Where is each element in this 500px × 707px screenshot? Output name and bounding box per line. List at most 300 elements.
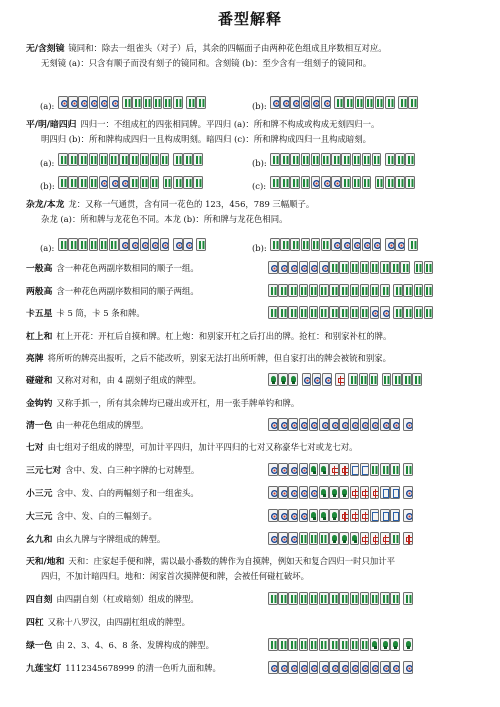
- desc-jiulian: 1112345678999 的清一色听九面和牌。: [65, 663, 221, 673]
- bamboo-tile-icon: [390, 592, 400, 605]
- bamboo-tile-icon: [288, 592, 298, 605]
- desc-sanyuan7: 含中、发、白三种字牌的七对牌型。: [65, 465, 200, 475]
- entry-liangpai: [26, 352, 480, 367]
- bamboo-tile-icon: [311, 238, 321, 251]
- dots-tile-icon: [309, 486, 319, 499]
- desc-dasan: 含中、发、白的三幅刻子。: [56, 511, 157, 521]
- dots-tile-icon: [395, 238, 405, 251]
- dots-tile-icon: [78, 96, 88, 109]
- entry-zalong: [26, 198, 480, 226]
- bamboo-tile-icon: [299, 592, 309, 605]
- bamboo-tile-icon: [89, 176, 99, 189]
- desc-sizimo: 由四副自刻（杠或暗刻）组成的牌型。: [56, 594, 199, 604]
- bamboo-tile-icon: [278, 638, 288, 651]
- green-dragon-tile-icon: [329, 486, 339, 499]
- desc-lvyise: 由 2、3、4、6、8 条、发牌构成的牌型。: [56, 640, 214, 650]
- green-dragon-tile-icon: [319, 463, 329, 476]
- bamboo-tile-icon: [370, 592, 380, 605]
- dots-tile-icon: [301, 96, 311, 109]
- label-c: (c):: [252, 181, 267, 191]
- bamboo-tile-icon: [299, 532, 309, 545]
- tiles-wuhan-a: [58, 96, 207, 109]
- bamboo-tile-icon: [341, 176, 351, 189]
- bamboo-tile-icon: [403, 284, 413, 297]
- dots-tile-icon: [329, 661, 339, 674]
- bamboo-tile-icon: [268, 638, 278, 651]
- bamboo-tile-icon: [414, 284, 424, 297]
- bamboo-tile-icon: [58, 153, 68, 166]
- tiles-ping-b2: [58, 176, 204, 189]
- bamboo-tile-icon: [385, 96, 395, 109]
- red-dragon-tile-icon: [370, 532, 380, 545]
- dots-tile-icon: [278, 261, 288, 274]
- tiles-sanyuan7: [268, 463, 414, 476]
- bamboo-tile-icon: [393, 284, 403, 297]
- bamboo-tile-icon: [390, 532, 400, 545]
- bamboo-tile-icon: [268, 284, 278, 297]
- dots-tile-icon: [160, 238, 170, 251]
- dots-tile-icon: [380, 306, 390, 319]
- dots-tile-icon: [331, 238, 341, 251]
- red-dragon-tile-icon: [370, 486, 380, 499]
- dots-tile-icon: [319, 418, 329, 431]
- bamboo-tile-icon: [334, 96, 344, 109]
- term-pengpeng: 碰碰和: [26, 376, 53, 386]
- bamboo-tile-icon: [280, 238, 290, 251]
- bamboo-tile-icon: [319, 284, 329, 297]
- dots-tile-icon: [403, 509, 413, 522]
- dots-tile-icon: [321, 176, 331, 189]
- bamboo-tile-icon: [129, 176, 139, 189]
- bamboo-tile-icon: [311, 153, 321, 166]
- bamboo-tile-icon: [299, 284, 309, 297]
- red-dragon-tile-icon: [350, 486, 360, 499]
- bamboo-tile-icon: [424, 261, 434, 274]
- dots-tile-icon: [173, 238, 183, 251]
- bamboo-tile-icon: [350, 638, 360, 651]
- desc-wuhan-1: 镜同和：除去一组雀头（对子）后，其余的四幅面子由两种花色组成且序数相互对应。: [68, 43, 387, 53]
- green-dragon-tile-icon: [370, 638, 380, 651]
- dots-tile-icon: [309, 661, 319, 674]
- bamboo-tile-icon: [290, 153, 300, 166]
- dots-tile-icon: [339, 661, 349, 674]
- bamboo-tile-icon: [290, 176, 300, 189]
- bamboo-tile-icon: [109, 153, 119, 166]
- bamboo-tile-icon: [348, 373, 358, 386]
- dots-tile-icon: [278, 486, 288, 499]
- dots-tile-icon: [321, 96, 331, 109]
- bamboo-tile-icon: [129, 153, 139, 166]
- bamboo-tile-icon: [331, 153, 341, 166]
- bamboo-tile-icon: [270, 153, 280, 166]
- white-dragon-tile-icon: [370, 509, 380, 522]
- bamboo-tile-icon: [395, 176, 405, 189]
- green-dragon-tile-icon: [309, 509, 319, 522]
- tiles-yiban: [268, 261, 434, 274]
- bamboo-tile-icon: [301, 238, 311, 251]
- dots-tile-icon: [362, 238, 372, 251]
- bamboo-tile-icon: [370, 284, 380, 297]
- tiles-qingyise: [268, 418, 414, 431]
- red-dragon-tile-icon: [360, 532, 370, 545]
- page-title: 番型解释: [217, 10, 282, 28]
- white-dragon-tile-icon: [390, 509, 400, 522]
- tiles-zalong-a: [58, 238, 207, 251]
- bamboo-tile-icon: [173, 176, 183, 189]
- bamboo-tile-icon: [329, 261, 339, 274]
- bamboo-tile-icon: [329, 638, 339, 651]
- bamboo-tile-icon: [58, 176, 68, 189]
- bamboo-tile-icon: [301, 153, 311, 166]
- term-qingyise: 清一色: [26, 421, 53, 431]
- bamboo-tile-icon: [341, 153, 351, 166]
- dots-tile-icon: [370, 306, 380, 319]
- bamboo-tile-icon: [412, 373, 422, 386]
- tiles-zalong-b: [270, 238, 419, 251]
- bamboo-tile-icon: [193, 153, 203, 166]
- bamboo-tile-icon: [365, 96, 375, 109]
- entry-gangshang: [26, 330, 480, 345]
- bamboo-tile-icon: [402, 373, 412, 386]
- bamboo-tile-icon: [196, 96, 206, 109]
- dots-tile-icon: [288, 463, 298, 476]
- desc-qidui: 由七组对子组成的牌型，可加计平四归，加计平四归的七对又称豪华七对或龙七对。: [47, 442, 358, 452]
- bamboo-tile-icon: [360, 284, 370, 297]
- dots-tile-icon: [268, 261, 278, 274]
- dots-tile-icon: [403, 486, 413, 499]
- desc-ping-2: 明四归 (b)：所和牌构成四归一且构成明刻。暗四归 (c)：所和牌构成四归一且构成暗刻。: [41, 133, 371, 144]
- bamboo-tile-icon: [362, 153, 372, 166]
- dots-tile-icon: [352, 238, 362, 251]
- bamboo-tile-icon: [278, 284, 288, 297]
- tiles-lvyise: [268, 638, 414, 651]
- bamboo-tile-icon: [280, 176, 290, 189]
- dots-tile-icon: [322, 373, 332, 386]
- bamboo-tile-icon: [309, 532, 319, 545]
- red-dragon-tile-icon: [335, 373, 345, 386]
- label-b: (b):: [252, 158, 267, 168]
- desc-ping-1: 四归一：不组成杠的四张相同牌。平四归 (a)：所和牌不构成或构成无刻四归一。: [80, 119, 380, 129]
- bamboo-tile-icon: [360, 261, 370, 274]
- dots-tile-icon: [311, 176, 321, 189]
- white-dragon-tile-icon: [390, 486, 400, 499]
- desc-jingou: 又称手抓一，所有其余牌均已碰出或开杠，用一张手牌单钓和牌。: [56, 398, 300, 408]
- bamboo-tile-icon: [186, 96, 196, 109]
- term-gangshang: 杠上和: [26, 332, 53, 342]
- bamboo-tile-icon: [395, 153, 405, 166]
- bamboo-tile-icon: [350, 592, 360, 605]
- dots-tile-icon: [390, 418, 400, 431]
- bamboo-tile-icon: [78, 153, 88, 166]
- bamboo-tile-icon: [339, 261, 349, 274]
- bamboo-tile-icon: [270, 238, 280, 251]
- bamboo-tile-icon: [122, 96, 132, 109]
- label-b: (b):: [40, 181, 55, 191]
- dots-tile-icon: [385, 238, 395, 251]
- bamboo-tile-icon: [143, 96, 153, 109]
- dots-tile-icon: [309, 418, 319, 431]
- bamboo-tile-icon: [359, 373, 369, 386]
- dots-tile-icon: [288, 532, 298, 545]
- bamboo-tile-icon: [339, 592, 349, 605]
- dots-tile-icon: [299, 463, 309, 476]
- bamboo-tile-icon: [132, 96, 142, 109]
- bamboo-tile-icon: [339, 284, 349, 297]
- dots-tile-icon: [109, 96, 119, 109]
- green-dragon-tile-icon: [339, 486, 349, 499]
- bamboo-tile-icon: [375, 96, 385, 109]
- dots-tile-icon: [302, 373, 312, 386]
- dots-tile-icon: [341, 238, 351, 251]
- bamboo-tile-icon: [288, 306, 298, 319]
- bamboo-tile-icon: [405, 153, 415, 166]
- dots-tile-icon: [350, 661, 360, 674]
- dots-tile-icon: [119, 176, 129, 189]
- bamboo-tile-icon: [380, 284, 390, 297]
- bamboo-tile-icon: [68, 238, 78, 251]
- bamboo-tile-icon: [424, 306, 434, 319]
- red-dragon-tile-icon: [360, 486, 370, 499]
- desc-zalong-2: 杂龙 (a)：所和牌与龙花色不同。本龙 (b)：所和牌与龙花色相同。: [41, 213, 288, 224]
- red-dragon-tile-icon: [403, 532, 413, 545]
- bamboo-tile-icon: [403, 463, 413, 476]
- term-zalong: 杂龙/本龙: [26, 200, 65, 210]
- bamboo-tile-icon: [393, 306, 403, 319]
- bamboo-tile-icon: [400, 261, 410, 274]
- tiles-pengpeng: [268, 373, 423, 386]
- bamboo-tile-icon: [89, 238, 99, 251]
- desc-liangpai: 将所听的牌亮出报听，之后不能改听，别家无法打出所听牌，但自家打出的牌会被铳和别家。: [47, 353, 391, 363]
- dots-tile-icon: [268, 486, 278, 499]
- bamboo-tile-icon: [375, 176, 385, 189]
- tiles-ping-c: [270, 176, 416, 189]
- dots-tile-icon: [68, 96, 78, 109]
- bamboo-tile-icon: [380, 463, 390, 476]
- dots-tile-icon: [150, 238, 160, 251]
- dots-tile-icon: [350, 418, 360, 431]
- entry-sigang: [26, 616, 480, 631]
- dots-tile-icon: [370, 661, 380, 674]
- bamboo-tile-icon: [329, 306, 339, 319]
- bamboo-tile-icon: [360, 592, 370, 605]
- dots-tile-icon: [403, 661, 413, 674]
- bamboo-tile-icon: [414, 261, 424, 274]
- bamboo-tile-icon: [309, 592, 319, 605]
- dots-tile-icon: [140, 238, 150, 251]
- bamboo-tile-icon: [319, 592, 329, 605]
- dots-tile-icon: [290, 96, 300, 109]
- bamboo-tile-icon: [360, 638, 370, 651]
- bamboo-tile-icon: [268, 592, 278, 605]
- term-sanyuan7: 三元七对: [26, 466, 62, 476]
- dots-tile-icon: [58, 96, 68, 109]
- bamboo-tile-icon: [268, 306, 278, 319]
- green-dragon-tile-icon: [319, 509, 329, 522]
- dots-tile-icon: [372, 238, 382, 251]
- dots-tile-icon: [299, 418, 309, 431]
- dots-tile-icon: [299, 661, 309, 674]
- dots-tile-icon: [288, 661, 298, 674]
- green-dragon-tile-icon: [278, 373, 288, 386]
- bamboo-tile-icon: [150, 176, 160, 189]
- red-dragon-tile-icon: [339, 509, 349, 522]
- entry-wuhan: [26, 42, 480, 70]
- term-liangban: 两般高: [26, 287, 53, 297]
- term-qidui: 七对: [26, 443, 44, 453]
- green-dragon-tile-icon: [380, 638, 390, 651]
- label-b: (b):: [252, 243, 267, 253]
- bamboo-tile-icon: [163, 176, 173, 189]
- bamboo-tile-icon: [403, 306, 413, 319]
- term-tiandi: 天和/地和: [26, 557, 65, 567]
- term-sizimo: 四自刻: [26, 595, 53, 605]
- bamboo-tile-icon: [278, 306, 288, 319]
- dots-tile-icon: [311, 96, 321, 109]
- tiles-ping-b: [270, 153, 416, 166]
- dots-tile-icon: [390, 661, 400, 674]
- term-dasan: 大三元: [26, 512, 53, 522]
- bamboo-tile-icon: [183, 176, 193, 189]
- bamboo-tile-icon: [140, 176, 150, 189]
- bamboo-tile-icon: [309, 284, 319, 297]
- entry-qidui: [26, 441, 480, 456]
- dots-tile-icon: [288, 509, 298, 522]
- bamboo-tile-icon: [329, 284, 339, 297]
- bamboo-tile-icon: [321, 153, 331, 166]
- term-lvyise: 绿一色: [26, 641, 53, 651]
- bamboo-tile-icon: [408, 96, 418, 109]
- desc-tiandi-1: 天和：庄家起手便和牌，需以最小番数的牌作为自摸牌，例如天和复合四归一时只加计平: [68, 556, 396, 566]
- dots-tile-icon: [309, 261, 319, 274]
- dots-tile-icon: [268, 661, 278, 674]
- bamboo-tile-icon: [89, 153, 99, 166]
- bamboo-tile-icon: [390, 261, 400, 274]
- bamboo-tile-icon: [352, 176, 362, 189]
- bamboo-tile-icon: [339, 638, 349, 651]
- bamboo-tile-icon: [344, 96, 354, 109]
- term-yiban: 一般高: [26, 264, 53, 274]
- term-liangpai: 亮牌: [26, 354, 44, 364]
- dots-tile-icon: [109, 176, 119, 189]
- tiles-ping-a: [58, 153, 204, 166]
- label-a: (a):: [40, 158, 55, 168]
- bamboo-tile-icon: [280, 153, 290, 166]
- bamboo-tile-icon: [160, 153, 170, 166]
- tiles-wuhan-b: [270, 96, 419, 109]
- red-dragon-tile-icon: [350, 509, 360, 522]
- term-xiaosan: 小三元: [26, 489, 53, 499]
- bamboo-tile-icon: [301, 176, 311, 189]
- dots-tile-icon: [268, 463, 278, 476]
- white-dragon-tile-icon: [380, 486, 390, 499]
- label-a: (a):: [40, 243, 55, 253]
- term-sigang: 四杠: [26, 618, 44, 628]
- term-kawu: 卡五星: [26, 309, 53, 319]
- dots-tile-icon: [183, 238, 193, 251]
- desc-qingyise: 由一种花色组成的牌型。: [56, 420, 149, 430]
- bamboo-tile-icon: [403, 592, 413, 605]
- bamboo-tile-icon: [119, 153, 129, 166]
- bamboo-tile-icon: [329, 592, 339, 605]
- bamboo-tile-icon: [360, 306, 370, 319]
- desc-kawu: 卡 5 筒，卡 5 条和牌。: [56, 308, 145, 318]
- bamboo-tile-icon: [321, 238, 331, 251]
- bamboo-tile-icon: [196, 238, 206, 251]
- bamboo-tile-icon: [309, 306, 319, 319]
- tiles-sizimo: [268, 592, 414, 605]
- bamboo-tile-icon: [350, 306, 360, 319]
- dots-tile-icon: [299, 509, 309, 522]
- dots-tile-icon: [380, 418, 390, 431]
- bamboo-tile-icon: [109, 238, 119, 251]
- bamboo-tile-icon: [319, 638, 329, 651]
- white-dragon-tile-icon: [360, 463, 370, 476]
- dots-tile-icon: [268, 418, 278, 431]
- bamboo-tile-icon: [270, 176, 280, 189]
- label-b: (b):: [252, 101, 267, 111]
- dots-tile-icon: [288, 261, 298, 274]
- bamboo-tile-icon: [288, 284, 298, 297]
- green-dragon-tile-icon: [319, 486, 329, 499]
- white-dragon-tile-icon: [350, 463, 360, 476]
- dots-tile-icon: [299, 486, 309, 499]
- desc-gangshang: 杠上开花：开杠后自摸和牌。杠上炮：和别家开杠之后打出的牌。抢杠：和别家补杠的牌。: [56, 331, 392, 341]
- bamboo-tile-icon: [405, 176, 415, 189]
- entry-jingou: [26, 397, 480, 412]
- bamboo-tile-icon: [319, 306, 329, 319]
- dots-tile-icon: [99, 96, 109, 109]
- dots-tile-icon: [280, 96, 290, 109]
- dots-tile-icon: [299, 261, 309, 274]
- desc-yaojiu: 由幺九牌与字牌组成的牌型。: [56, 534, 166, 544]
- bamboo-tile-icon: [339, 306, 349, 319]
- bamboo-tile-icon: [362, 176, 372, 189]
- bamboo-tile-icon: [380, 261, 390, 274]
- green-dragon-tile-icon: [309, 463, 319, 476]
- desc-zalong-1: 龙：又称一气通贯，含有同一花色的 123，456，789 三幅顺子。: [68, 199, 315, 209]
- bamboo-tile-icon: [352, 153, 362, 166]
- bamboo-tile-icon: [163, 96, 173, 109]
- bamboo-tile-icon: [153, 96, 163, 109]
- term-wuhan: 无/含刻镜: [26, 44, 65, 54]
- dots-tile-icon: [278, 532, 288, 545]
- tiles-kawu: [268, 306, 434, 319]
- tiles-jiulian: [268, 661, 414, 674]
- dots-tile-icon: [329, 418, 339, 431]
- dots-tile-icon: [268, 509, 278, 522]
- red-dragon-tile-icon: [360, 509, 370, 522]
- bamboo-tile-icon: [78, 176, 88, 189]
- dots-tile-icon: [339, 418, 349, 431]
- green-dragon-tile-icon: [268, 373, 278, 386]
- green-dragon-tile-icon: [403, 638, 413, 651]
- bamboo-tile-icon: [385, 176, 395, 189]
- bamboo-tile-icon: [299, 638, 309, 651]
- bamboo-tile-icon: [424, 284, 434, 297]
- white-dragon-tile-icon: [380, 509, 390, 522]
- bamboo-tile-icon: [58, 238, 68, 251]
- bamboo-tile-icon: [398, 96, 408, 109]
- green-dragon-tile-icon: [350, 532, 360, 545]
- dots-tile-icon: [312, 373, 322, 386]
- bamboo-tile-icon: [78, 238, 88, 251]
- dots-tile-icon: [380, 661, 390, 674]
- bamboo-tile-icon: [382, 373, 392, 386]
- bamboo-tile-icon: [369, 373, 379, 386]
- dots-tile-icon: [278, 418, 288, 431]
- dots-tile-icon: [360, 418, 370, 431]
- term-jiulian: 九莲宝灯: [26, 664, 62, 674]
